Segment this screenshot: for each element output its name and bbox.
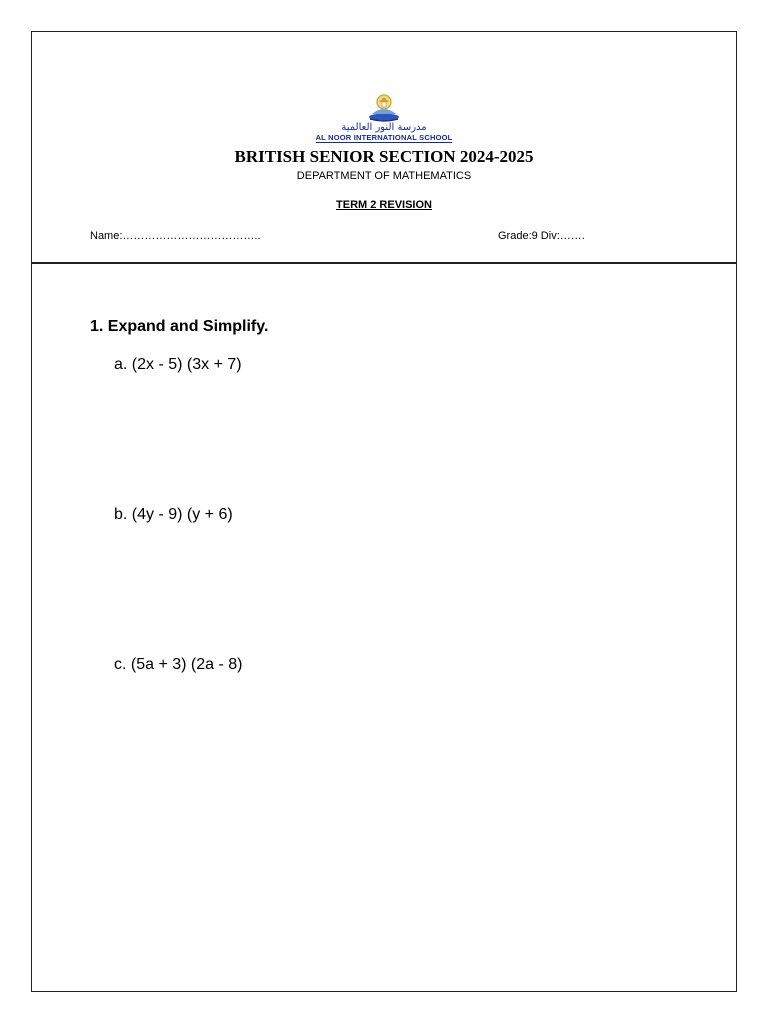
worksheet-page <box>31 31 737 992</box>
school-logo <box>32 90 736 122</box>
header-divider <box>32 262 736 264</box>
school-crest-icon <box>367 90 401 122</box>
term-title <box>32 198 736 212</box>
worksheet-header <box>32 32 736 264</box>
department-name: DEPARTMENT OF MATHEMATICS <box>296 170 472 182</box>
question-title: 1. Expand and Simplify. <box>90 318 269 335</box>
question-item-c: c. (5a + 3) (2a - 8) <box>114 656 243 673</box>
school-name-english <box>32 133 736 143</box>
school-name-arabic: مدرسة النور العالمية <box>341 122 427 133</box>
question-item-a: a. (2x - 5) (3x + 7) <box>114 356 242 373</box>
grade-division-field: Grade:9 Div:……. <box>498 230 585 242</box>
section-title: BRITISH SENIOR SECTION 2024-2025 <box>234 147 534 166</box>
question-item-b: b. (4y - 9) (y + 6) <box>114 506 233 523</box>
term-title-text: TERM 2 REVISION <box>336 199 432 211</box>
student-name-field: Name:……………………………….. <box>90 230 261 242</box>
school-name-english-text: AL NOOR INTERNATIONAL SCHOOL <box>315 133 453 142</box>
